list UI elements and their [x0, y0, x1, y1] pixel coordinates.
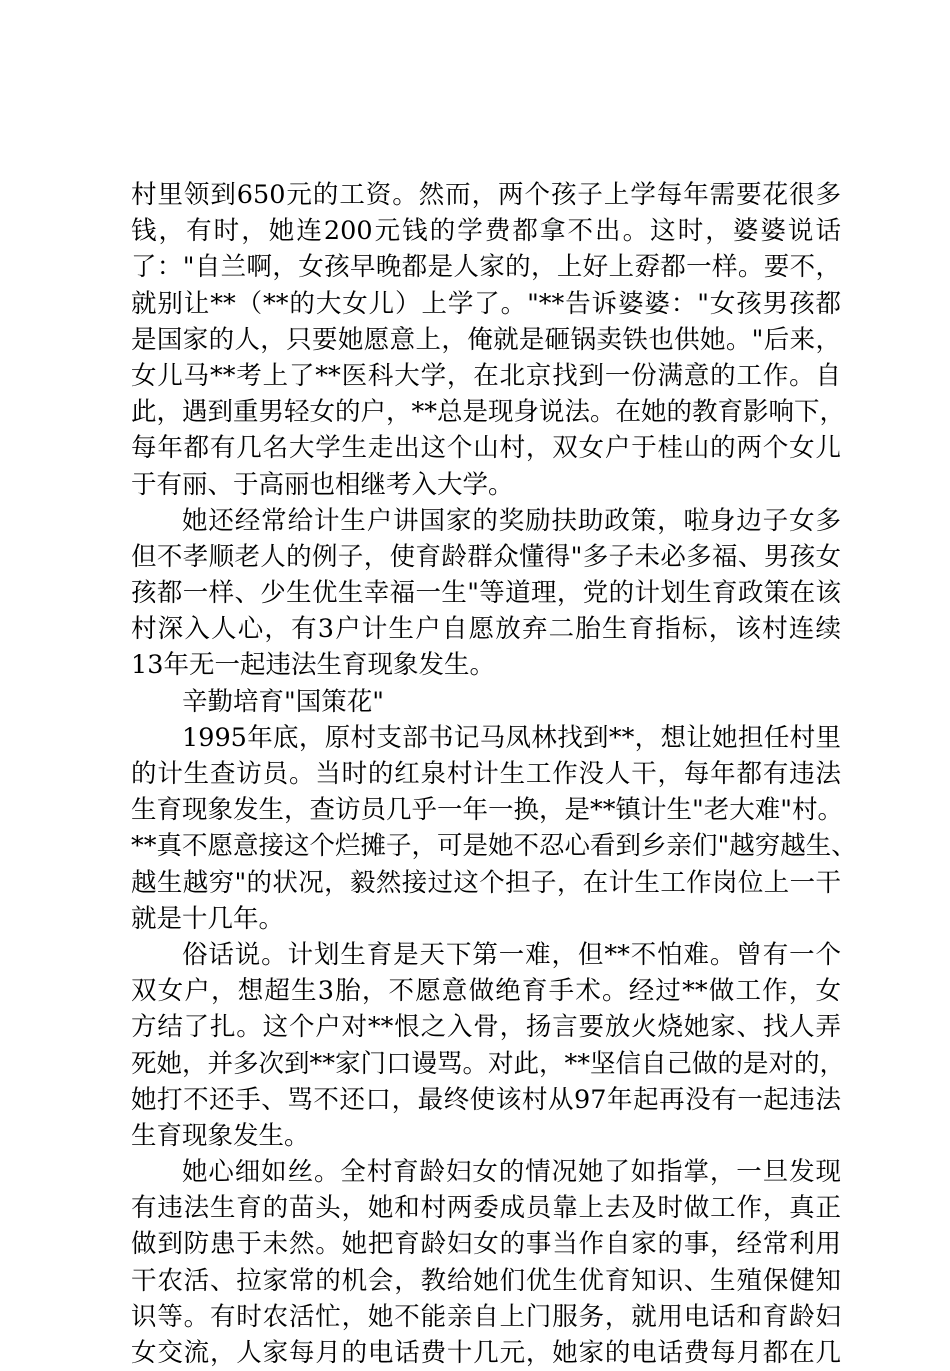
text-line: 村里领到650元的工资。然而，两个孩子上学每年需要花很多 — [131, 180, 841, 210]
text-line: 此，遇到重男轻女的户，**总是现身说法。在她的教育影响下， — [131, 397, 846, 428]
text-line: 孩都一样、少生优生幸福一生"等道理，党的计划生育政策在该 — [131, 578, 841, 609]
text-line: 干农活、拉家常的机会，教给她们优生优育知识、生殖保健知 — [131, 1265, 841, 1296]
text-line: 钱，有时，她连200元钱的学费都拿不出。这时，婆婆说话 — [131, 216, 841, 247]
text-line: 生育现象发生。 — [131, 1120, 310, 1151]
text-line: 了："自兰啊，女孩早晚都是人家的，上好上孬都一样。要不， — [131, 252, 841, 283]
text-line: 1995年底，原村支部书记马凤林找到**，想让她担任村里 — [182, 722, 841, 753]
text-line: **真不愿意接这个烂摊子，可是她不忍心看到乡亲们"越穷越生、 — [131, 831, 857, 862]
text-line: 方结了扎。这个户对**恨之入骨，扬言要放火烧她家、找人弄 — [131, 1012, 841, 1043]
text-line: 识等。有时农活忙，她不能亲自上门服务，就用电话和育龄妇 — [131, 1301, 841, 1332]
text-line: 女交流，人家每月的电话费十几元，她家的电话费每月都在几 — [131, 1338, 841, 1368]
text-line: 双女户，想超生3胎，不愿意做绝育手术。经过**做工作，女 — [131, 976, 841, 1007]
body-text — [131, 177, 857, 1371]
text-line: 是国家的人，只要她愿意上，俺就是砸锅卖铁也供她。"后来， — [131, 324, 841, 355]
text-line: 13年无一起违法生育现象发生。 — [131, 650, 495, 681]
text-line: 有违法生育的苗头，她和村两委成员靠上去及时做工作，真正 — [131, 1193, 841, 1224]
text-line: 于有丽、于高丽也相继考入大学。 — [131, 469, 514, 500]
text-line: 她心细如丝。全村育龄妇女的情况她了如指掌，一旦发现 — [182, 1157, 841, 1188]
text-line: 的计生查访员。当时的红泉村计生工作没人干，每年都有违法 — [131, 759, 841, 789]
text-line: 生育现象发生，查访员几乎一年一换，是**镇计生"老大难"村。 — [131, 795, 843, 826]
text-line: 她打不还手、骂不还口，最终使该村从97年起再没有一起违法 — [131, 1084, 841, 1115]
text-line: 女儿马**考上了**医科大学，在北京找到一份满意的工作。自 — [131, 360, 841, 391]
text-line: 俗话说。计划生育是天下第一难，但**不怕难。曾有一个 — [182, 939, 841, 970]
text-line: 但不孝顺老人的例子，使育龄群众懂得"多子未必多福、男孩女 — [131, 541, 841, 572]
text-line: 死她，并多次到**家门口谩骂。对此，**坚信自己做的是对的， — [131, 1048, 846, 1079]
text-line: 越生越穷"的状况，毅然接过这个担子，在计生工作岗位上一干 — [131, 867, 841, 898]
text-line: 就别让**（**的大女儿）上学了。"**告诉婆婆："女孩男孩都 — [131, 288, 841, 319]
text-line: 村深入人心，有3户计生户自愿放弃二胎生育指标，该村连续 — [131, 614, 841, 645]
text-line: 她还经常给计生户讲国家的奖励扶助政策，啦身边子女多 — [182, 505, 841, 536]
text-line: 每年都有几名大学生走出这个山村，双女户于桂山的两个女儿 — [131, 433, 841, 464]
text-line: 辛勤培育"国策花" — [182, 686, 384, 717]
text-line: 就是十几年。 — [131, 903, 285, 934]
text-line: 做到防患于未然。她把育龄妇女的事当作自家的事，经常利用 — [131, 1229, 841, 1260]
